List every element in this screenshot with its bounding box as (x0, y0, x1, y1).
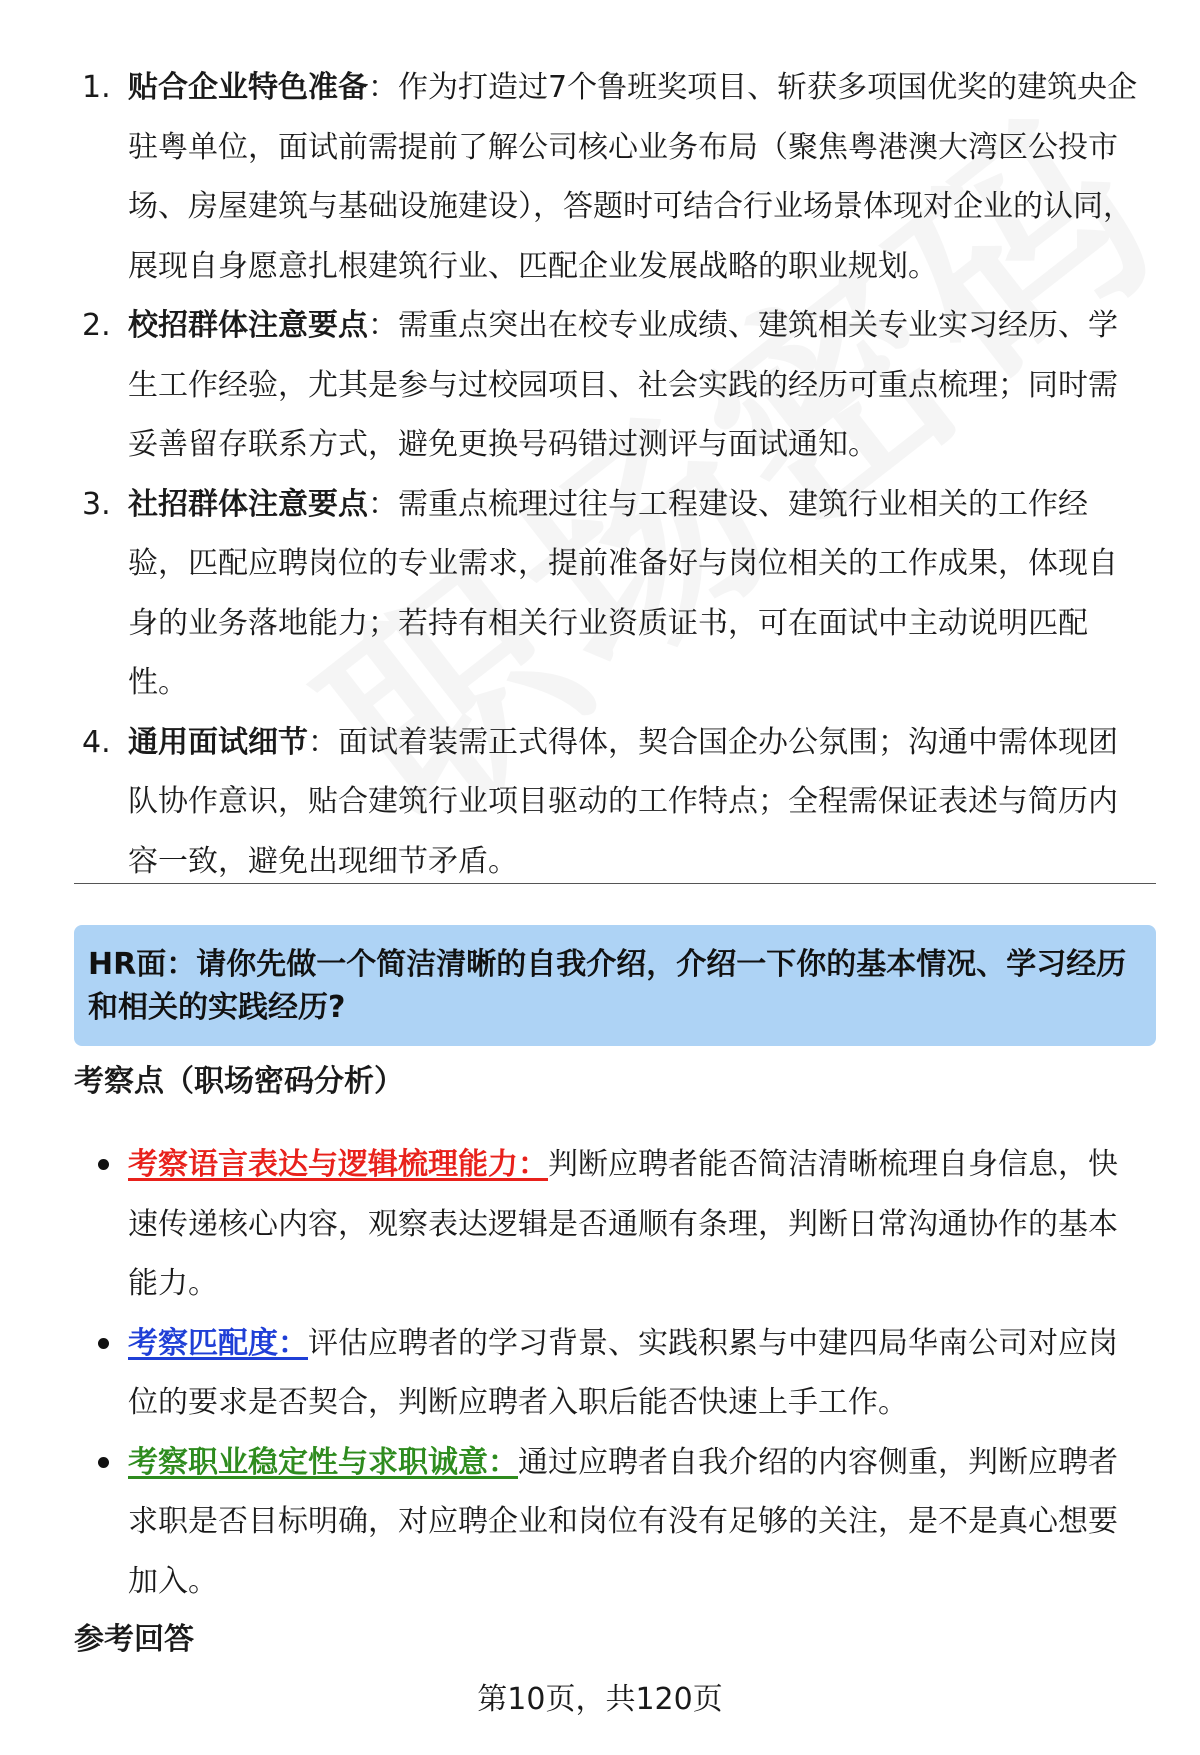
question-text: HR面：请你先做一个简洁清晰的自我介绍，介绍一下你的基本情况、学习经历和相关的实践经历? (88, 947, 1127, 1025)
tip-text: ：作为打造过7个鲁班奖项目、斩获多项国优奖的建筑央企驻粤单位，面试前需提前了解公司核心业务布局（聚焦粤港澳大湾区公投市场、房屋建筑与基础设施建设），答题时可结合行业场景体现对企业的认同，展现自身愿意扎根建筑行业、匹配企业发展战略的职业规划。 (128, 70, 1138, 284)
bullet-icon (98, 1338, 109, 1349)
analysis-points (96, 1135, 1146, 1611)
point-item-1 (96, 1135, 1146, 1314)
analysis-title: 考察点（职场密码分析） (74, 1064, 404, 1099)
point-lead: 考察职业稳定性与求职诚意： (128, 1444, 518, 1480)
tip-lead: 贴合企业特色准备 (128, 70, 368, 105)
tip-text: ：需重点梳理过往与工程建设、建筑行业相关的工作经验，匹配应聘岗位的专业需求，提前准备好与岗位相关的工作成果，体现自身的业务落地能力；若持有相关行业资质证书，可在面试中主动说明匹配性。 (128, 486, 1118, 700)
tip-text: ：需重点突出在校专业成绩、建筑相关专业实习经历、学生工作经验，尤其是参与过校园项目、社会实践的经历可重点梳理；同时需妥善留存联系方式，避免更换号码错过测评与面试通知。 (128, 308, 1118, 462)
point-text: 通过应聘者自我介绍的内容侧重，判断应聘者求职是否目标明确，对应聘企业和岗位有没有足够的关注，是不是真心想要加入。 (128, 1444, 1118, 1599)
bullet-icon (98, 1457, 109, 1468)
point-text: 评估应聘者的学习背景、实践积累与中建四局华南公司对应岗位的要求是否契合，判断应聘者入职后能否快速上手工作。 (128, 1325, 1118, 1420)
point-item-3 (96, 1433, 1146, 1612)
bullet-icon (98, 1159, 109, 1170)
tip-number: 1. (82, 70, 111, 105)
page-footer: 第10页，共120页 (477, 1682, 723, 1717)
tip-item-3 (82, 475, 1142, 713)
tip-number: 2. (82, 308, 111, 343)
tip-lead: 社招群体注意要点 (128, 486, 368, 522)
tip-text: ：面试着装需正式得体，契合国企办公氛围；沟通中需体现团队协作意识，贴合建筑行业项目驱动的工作特点；全程需保证表述与简历内容一致，避免出现细节矛盾。 (128, 724, 1118, 879)
point-lead: 考察匹配度： (128, 1325, 308, 1361)
tip-item-2 (82, 296, 1142, 475)
question-box (74, 925, 1156, 1046)
tips-list (82, 58, 1142, 891)
tip-lead: 校招群体注意要点 (128, 308, 368, 343)
point-lead: 考察语言表达与逻辑梳理能力： (128, 1147, 548, 1182)
answer-title: 参考回答 (74, 1622, 194, 1657)
tip-item-1 (82, 58, 1142, 296)
tip-number: 4. (82, 724, 111, 760)
tip-item-4 (82, 713, 1142, 892)
point-item-2 (96, 1314, 1146, 1433)
tip-lead: 通用面试细节 (128, 724, 308, 760)
section-divider (74, 883, 1156, 884)
tip-number: 3. (82, 486, 111, 522)
point-text: 判断应聘者能否简洁清晰梳理自身信息，快速传递核心内容，观察表达逻辑是否通顺有条理，判断日常沟通协作的基本能力。 (128, 1147, 1118, 1301)
